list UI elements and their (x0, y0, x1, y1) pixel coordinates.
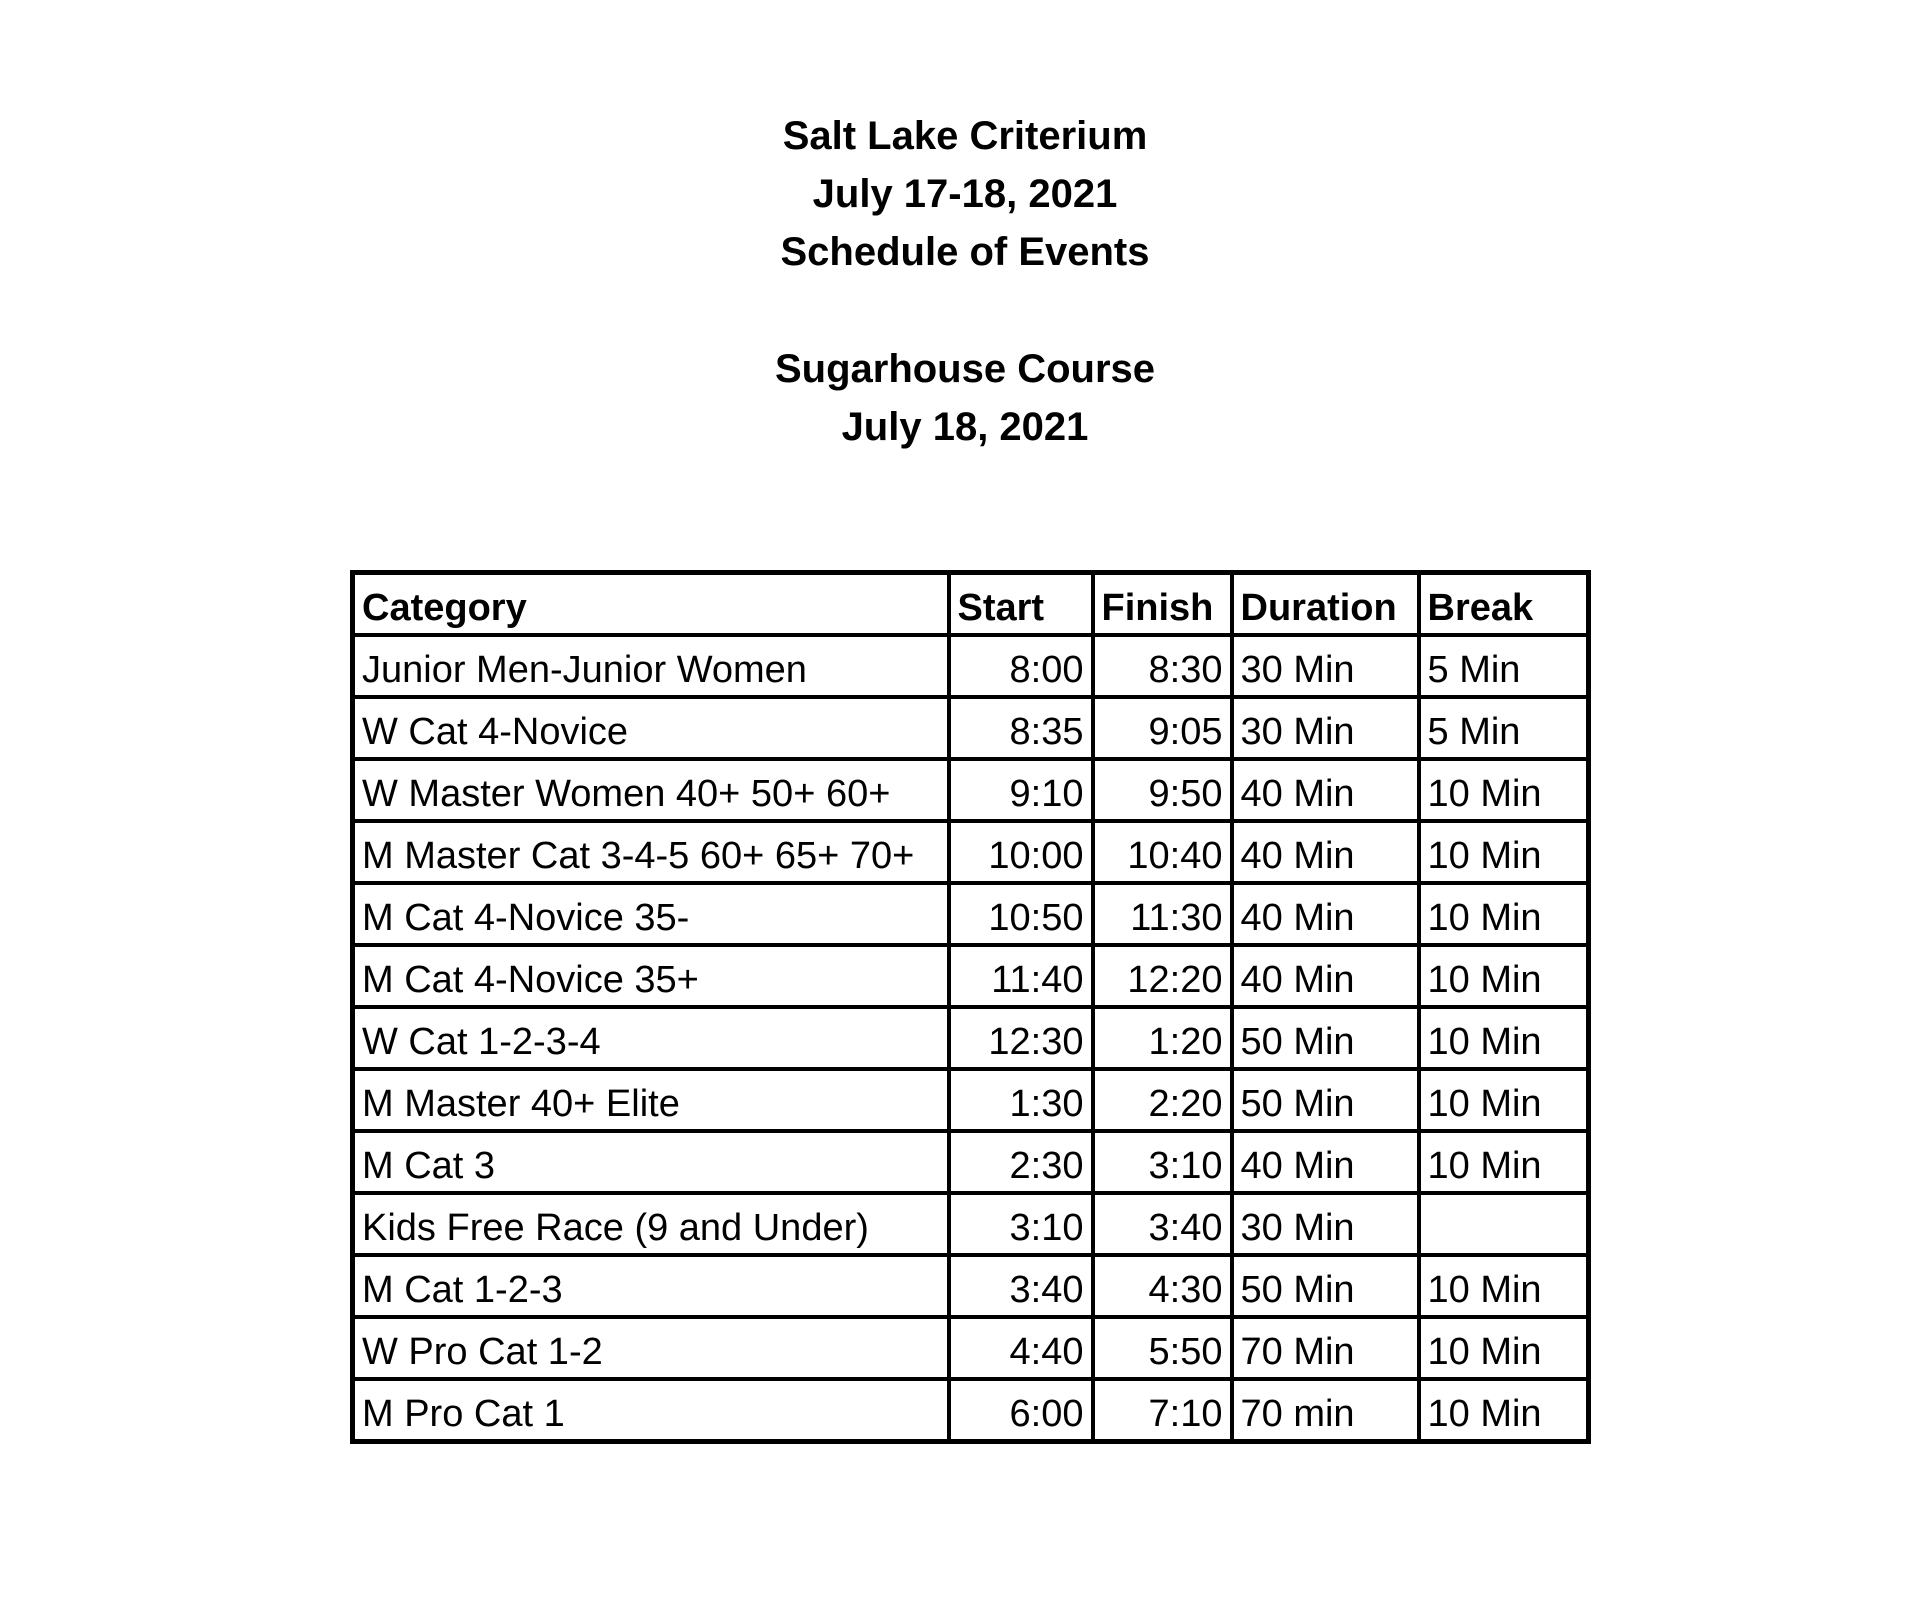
column-header-category: Category (353, 573, 949, 636)
duration-cell: 30 Min (1232, 1193, 1419, 1255)
start-cell: 2:30 (949, 1131, 1093, 1193)
duration-cell: 30 Min (1232, 635, 1419, 697)
start-cell: 8:00 (949, 635, 1093, 697)
duration-cell: 50 Min (1232, 1007, 1419, 1069)
finish-cell: 12:20 (1093, 945, 1232, 1007)
table-row (353, 1069, 1589, 1131)
break-cell: 10 Min (1419, 1379, 1589, 1442)
duration-cell: 40 Min (1232, 759, 1419, 821)
start-cell: 8:35 (949, 697, 1093, 759)
category-cell: W Pro Cat 1-2 (353, 1317, 949, 1379)
column-header-break: Break (1419, 573, 1589, 636)
start-cell: 3:40 (949, 1255, 1093, 1317)
category-cell: Kids Free Race (9 and Under) (353, 1193, 949, 1255)
column-header-duration: Duration (1232, 573, 1419, 636)
break-cell: 10 Min (1419, 1255, 1589, 1317)
table-row (353, 1317, 1589, 1379)
column-header-start: Start (949, 573, 1093, 636)
duration-cell: 40 Min (1232, 1131, 1419, 1193)
category-cell: M Cat 3 (353, 1131, 949, 1193)
break-cell (1419, 1193, 1589, 1255)
table-row (353, 883, 1589, 945)
finish-cell: 4:30 (1093, 1255, 1232, 1317)
start-cell: 11:40 (949, 945, 1093, 1007)
table-row (353, 1379, 1589, 1442)
start-cell: 3:10 (949, 1193, 1093, 1255)
finish-cell: 9:50 (1093, 759, 1232, 821)
break-cell: 10 Min (1419, 883, 1589, 945)
table-header-row (353, 573, 1589, 636)
break-cell: 10 Min (1419, 1069, 1589, 1131)
start-cell: 6:00 (949, 1379, 1093, 1442)
duration-cell: 30 Min (1232, 697, 1419, 759)
category-cell: M Master Cat 3-4-5 60+ 65+ 70+ (353, 821, 949, 883)
finish-cell: 9:05 (1093, 697, 1232, 759)
event-title: Salt Lake Criterium (782, 114, 1148, 158)
start-cell: 4:40 (949, 1317, 1093, 1379)
finish-cell: 7:10 (1093, 1379, 1232, 1442)
break-cell: 10 Min (1419, 759, 1589, 821)
duration-cell: 40 Min (1232, 883, 1419, 945)
finish-cell: 10:40 (1093, 821, 1232, 883)
break-cell: 5 Min (1419, 697, 1589, 759)
category-cell: W Cat 4-Novice (353, 697, 949, 759)
start-cell: 12:30 (949, 1007, 1093, 1069)
start-cell: 1:30 (949, 1069, 1093, 1131)
finish-cell: 1:20 (1093, 1007, 1232, 1069)
course-block (0, 340, 1930, 456)
table-row (353, 1007, 1589, 1069)
duration-cell: 70 min (1232, 1379, 1419, 1442)
break-cell: 10 Min (1419, 1007, 1589, 1069)
start-cell: 9:10 (949, 759, 1093, 821)
finish-cell: 5:50 (1093, 1317, 1232, 1379)
title-block (0, 107, 1930, 281)
category-cell: W Cat 1-2-3-4 (353, 1007, 949, 1069)
finish-cell: 8:30 (1093, 635, 1232, 697)
table-row (353, 1193, 1589, 1255)
category-cell: W Master Women 40+ 50+ 60+ (353, 759, 949, 821)
category-cell: M Cat 4-Novice 35- (353, 883, 949, 945)
break-cell: 10 Min (1419, 945, 1589, 1007)
table-row (353, 759, 1589, 821)
schedule-heading: Schedule of Events (780, 230, 1150, 274)
duration-cell: 50 Min (1232, 1255, 1419, 1317)
duration-cell: 70 Min (1232, 1317, 1419, 1379)
event-dates: July 17-18, 2021 (812, 172, 1118, 216)
table-row (353, 1131, 1589, 1193)
finish-cell: 3:40 (1093, 1193, 1232, 1255)
category-cell: M Pro Cat 1 (353, 1379, 949, 1442)
category-cell: M Master 40+ Elite (353, 1069, 949, 1131)
start-cell: 10:50 (949, 883, 1093, 945)
finish-cell: 3:10 (1093, 1131, 1232, 1193)
table-row (353, 635, 1589, 697)
category-cell: Junior Men-Junior Women (353, 635, 949, 697)
start-cell: 10:00 (949, 821, 1093, 883)
break-cell: 5 Min (1419, 635, 1589, 697)
finish-cell: 11:30 (1093, 883, 1232, 945)
course-date: July 18, 2021 (841, 405, 1089, 449)
category-cell: M Cat 1-2-3 (353, 1255, 949, 1317)
finish-cell: 2:20 (1093, 1069, 1232, 1131)
table-row (353, 697, 1589, 759)
table-row (353, 945, 1589, 1007)
column-header-finish: Finish (1093, 573, 1232, 636)
table-row (353, 1255, 1589, 1317)
break-cell: 10 Min (1419, 1317, 1589, 1379)
duration-cell: 40 Min (1232, 945, 1419, 1007)
break-cell: 10 Min (1419, 821, 1589, 883)
schedule-table (350, 570, 1591, 1444)
course-name: Sugarhouse Course (774, 347, 1156, 391)
break-cell: 10 Min (1419, 1131, 1589, 1193)
table-row (353, 821, 1589, 883)
category-cell: M Cat 4-Novice 35+ (353, 945, 949, 1007)
duration-cell: 40 Min (1232, 821, 1419, 883)
duration-cell: 50 Min (1232, 1069, 1419, 1131)
